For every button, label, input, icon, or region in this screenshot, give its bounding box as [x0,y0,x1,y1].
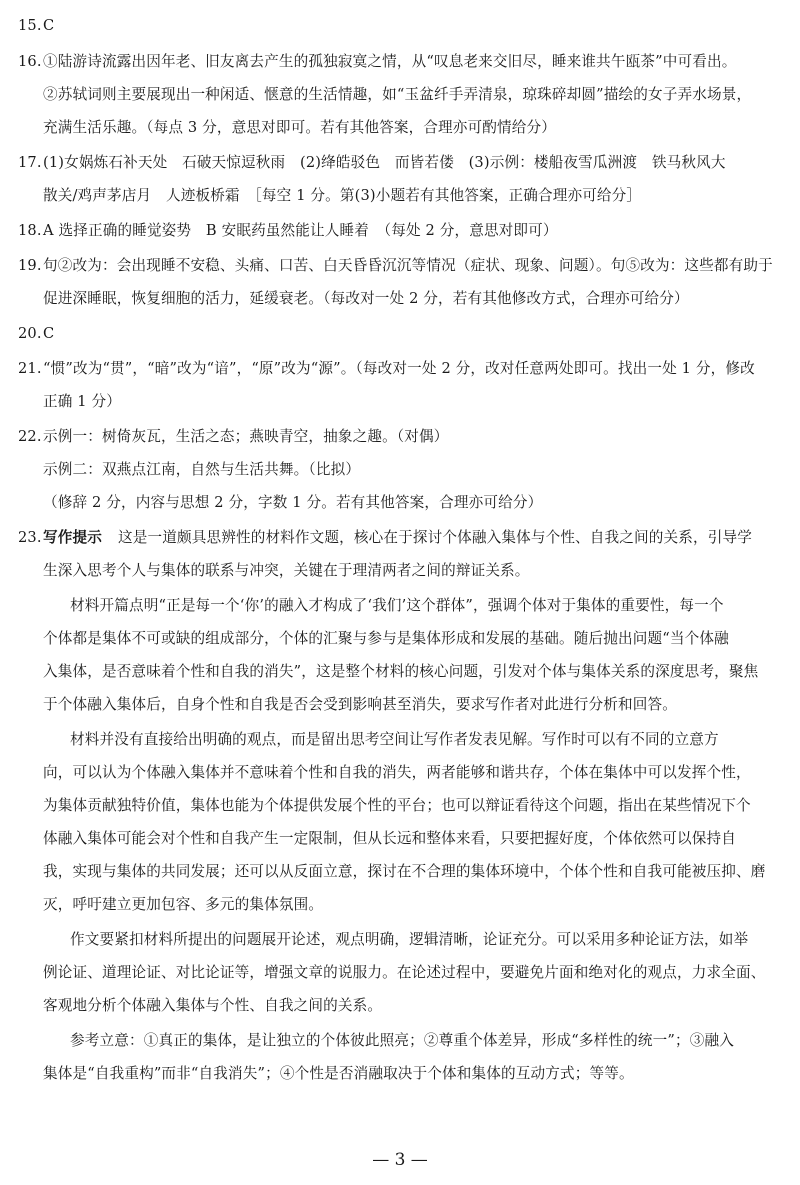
answer-text: 向，可以认为个体融入集体并不意味着个性和自我的消失，两者能够和谐共存，个体在集体中可以发挥个性， [43,764,751,781]
answer-15 [0,14,800,38]
answer-text: A 选择正确的睡觉姿势 B 安眠药虽然能让人睡着 （每处 2 分，意思对即可） [43,222,558,239]
question-number: 16. [18,53,42,70]
answer-23-line-9 [0,794,800,818]
answer-text: 入集体，是否意味着个性和自我的消失”，这是整个材料的核心问题，引发对个体与集体关系的深度思考，聚焦 [43,663,759,680]
answer-23-line-12 [0,893,800,917]
answer-text: 散关/鸡声茅店月 人迹板桥霜 ［每空 1 分。第(3)小题若有其他答案，正确合理亦可给分］ [43,187,642,204]
answer-20 [0,322,800,346]
answer-18 [0,219,800,243]
answer-text: C [43,325,55,342]
answer-23-line-17 [0,1062,800,1086]
answer-19-line-2 [0,287,800,311]
answer-19-line-1 [0,254,800,278]
answer-text: 句②改为：会出现睡不安稳、头痛、口苦、白天昏昏沉沉等情况（症状、现象、问题）。句⑤改为：这些都有助于 [43,257,773,274]
question-number: 22. [18,428,42,445]
answer-text: 为集体贡献独特价值，集体也能为个体提供发展个性的平台；也可以辩证看待这个问题，指出在某些情况下个 [43,797,751,814]
page-number: — 3 — [372,1150,428,1170]
answer-23-line-11 [0,860,800,884]
answer-text: ①陆游诗流露出因年老、旧友离去产生的孤独寂寞之情，从“叹息老来交旧尽，睡来谁共午瓯茶”中可看出。 [43,53,737,70]
answer-17-line-2 [0,184,800,208]
writing-tip-label: 写作提示 [43,529,102,546]
answer-text: 个体都是集体不可或缺的组成部分，个体的汇聚与参与是集体形成和发展的基础。随后抛出问题“当个体融 [43,630,729,647]
question-number: 19. [18,257,42,274]
answer-text: 我，实现与集体的共同发展；还可以从反面立意，探讨在不合理的集体环境中，个体个性和自我可能被压抑、磨 [43,863,766,880]
answer-text: 集体是“自我重构”而非“自我消失”；④个性是否消融取决于个体和集体的互动方式；等等。 [43,1065,634,1082]
answer-23-line-1 [0,526,800,550]
answer-text: 示例二：双燕点江南，自然与生活共舞。（比拟） [43,461,361,478]
answer-text: 例论证、道理论证、对比论证等，增强文章的说服力。在论述过程中，要避免片面和绝对化的观点，力求全面、 [43,964,766,981]
question-number: 15. [18,17,42,34]
answer-text: 正确 1 分） [43,393,121,410]
answer-23-line-16 [0,1029,800,1053]
question-number: 18. [18,222,42,239]
answer-text: 这是一道颇具思辨性的材料作文题，核心在于探讨个体融入集体与个性、自我之间的关系，引导学 [118,529,752,546]
answer-text: 灭，呼吁建立更加包容、多元的集体氛围。 [43,896,324,913]
answer-23-line-10 [0,827,800,851]
answer-text: “惯”改为“贯”，“暗”改为“谙”，“原”改为“源”。（每改对一处 2 分，改对任意两处即可。找出一处 1 分，修改 [43,360,755,377]
answer-22-line-3 [0,491,800,515]
answer-text: 示例一：树倚灰瓦，生活之态；燕映青空，抽象之趣。（对偶） [43,428,449,445]
answer-23-line-4 [0,627,800,651]
answer-text: 于个体融入集体后，自身个性和自我是否会受到影响甚至消失，要求写作者对此进行分析和回答。 [43,696,677,713]
answer-text: 材料并没有直接给出明确的观点，而是留出思考空间让写作者发表见解。写作时可以有不同的立意方 [70,731,719,748]
answer-22-line-2 [0,458,800,482]
question-number: 17. [18,154,42,171]
answer-16-line-1 [0,50,800,74]
answer-text: (1)女娲炼石补天处 石破天惊逗秋雨 (2)绛皓驳色 而皆若偻 (3)示例：楼船夜雪瓜洲渡 铁马秋风大 [43,154,726,171]
answer-text: 充满生活乐趣。（每点 3 分，意思对即可。若有其他答案，合理亦可酌情给分） [43,119,557,136]
answer-23-line-7 [0,728,800,752]
answer-23-line-14 [0,961,800,985]
answer-21-line-2 [0,390,800,414]
answer-text: C [43,17,55,34]
answer-23-line-5 [0,660,800,684]
answer-text: （修辞 2 分，内容与思想 2 分，字数 1 分。若有其他答案，合理亦可给分） [43,494,543,511]
answer-text: 参考立意：①真正的集体，是让独立的个体彼此照亮；②尊重个体差异，形成“多样性的统一”；③融入 [70,1032,734,1049]
answer-text: 材料开篇点明“正是每一个‘你’的融入才构成了‘我们’这个群体”，强调个体对于集体的重要性，每一个 [70,597,724,614]
answer-text: 体融入集体可能会对个性和自我产生一定限制，但从长远和整体来看，只要把握好度，个体依然可以保持自 [43,830,736,847]
answer-23-line-2 [0,559,800,583]
answer-text: 客观地分析个体融入集体与个性、自我之间的关系。 [43,997,383,1014]
answer-23-line-15 [0,994,800,1018]
answer-23-line-13 [0,928,800,952]
question-number: 23. [18,529,42,546]
answer-23-line-8 [0,761,800,785]
answer-16-line-2 [0,83,800,107]
answer-22-line-1 [0,425,800,449]
question-number: 20. [18,325,42,342]
answer-16-line-3 [0,116,800,140]
answer-21-line-1 [0,357,800,381]
answer-17-line-1 [0,151,800,175]
answer-23-line-3 [0,594,800,618]
answer-text: 作文要紧扣材料所提出的问题展开论述，观点明确，逻辑清晰，论证充分。可以采用多种论证方法，如举 [70,931,749,948]
answer-text: ②苏轼词则主要展现出一种闲适、惬意的生活情趣，如“玉盆纤手弄清泉，琼珠碎却圆”描绘的女子弄水场景， [43,86,752,103]
answer-text: 促进深睡眠，恢复细胞的活力，延缓衰老。（每改对一处 2 分，若有其他修改方式，合理亦可给分） [43,290,689,307]
question-number: 21. [18,360,42,377]
answer-text: 生深入思考个人与集体的联系与冲突，关键在于理清两者之间的辩证关系。 [43,562,530,579]
answer-23-line-6 [0,693,800,717]
